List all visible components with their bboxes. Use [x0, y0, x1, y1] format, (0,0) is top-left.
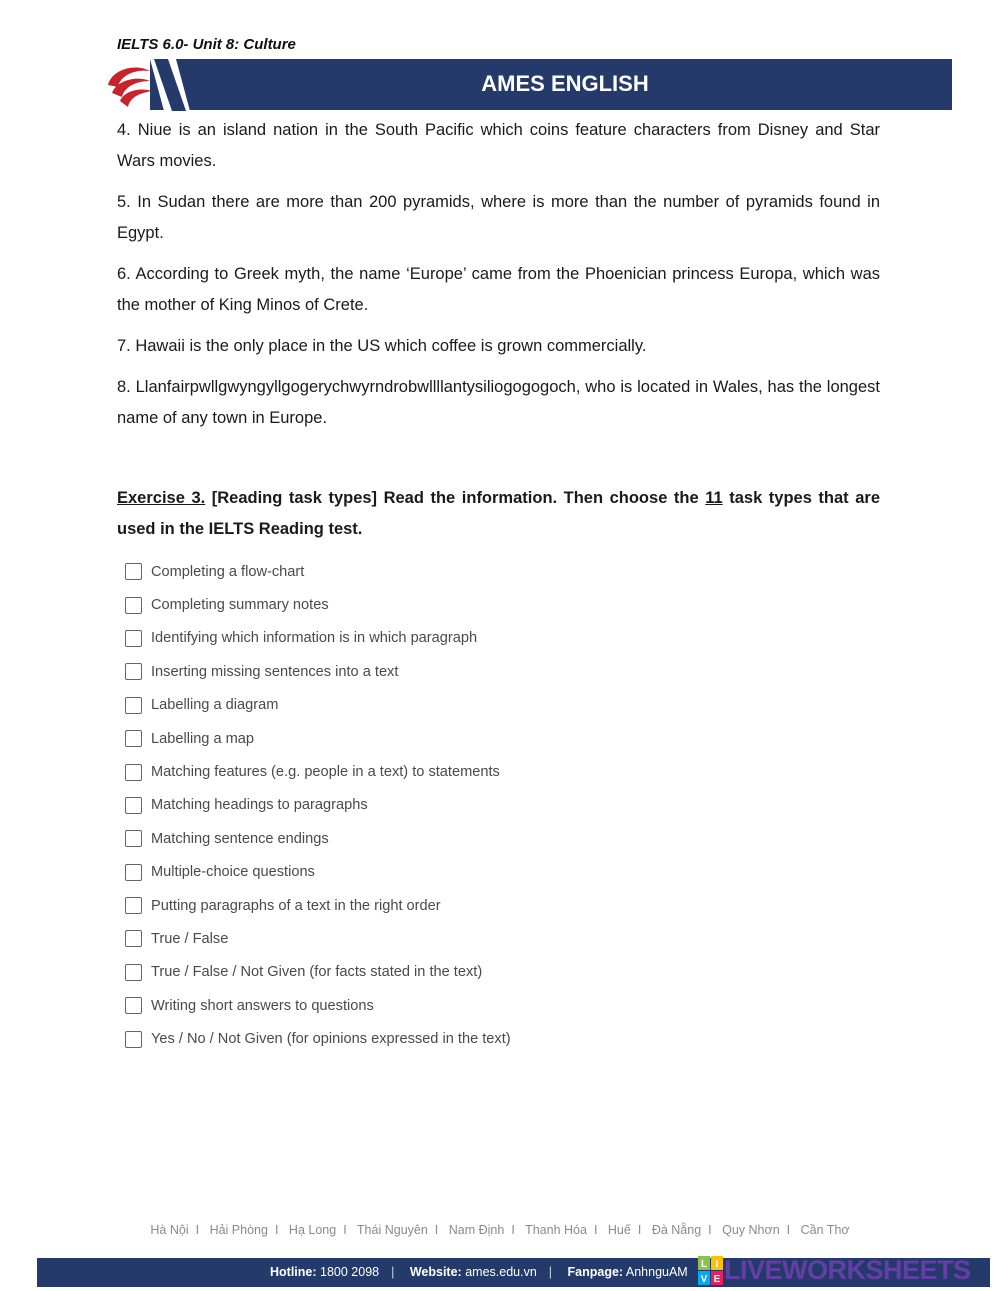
checkbox[interactable] — [125, 797, 142, 814]
option-row[interactable] — [125, 722, 511, 755]
option-label: Completing a flow-chart — [151, 563, 305, 580]
hotline-number: 1800 2098 — [320, 1265, 380, 1279]
city: Cần Thơ — [800, 1223, 850, 1237]
checkbox[interactable] — [125, 630, 142, 647]
city: Hải Phòng — [209, 1223, 268, 1237]
option-label: True / False / Not Given (for facts stated in the text) — [151, 964, 483, 981]
fanpage-label: Fanpage: — [567, 1265, 624, 1279]
option-label: Labelling a diagram — [151, 697, 279, 714]
city: Thanh Hóa — [525, 1223, 587, 1237]
checkbox[interactable] — [125, 897, 142, 914]
exercise-count: 11 — [705, 489, 723, 507]
sentence-list — [117, 115, 880, 444]
option-row[interactable] — [125, 755, 511, 788]
exercise-label: Exercise 3. — [117, 489, 206, 507]
option-row[interactable] — [125, 689, 511, 722]
checkbox[interactable] — [125, 864, 142, 881]
brand-name: AMES ENGLISH — [481, 71, 649, 96]
city: Hạ Long — [288, 1223, 337, 1237]
option-label: Matching features (e.g. people in a text) to statements — [151, 764, 500, 781]
checkbox[interactable] — [125, 764, 142, 781]
footer-cities: Hà Nội I Hải Phòng I Hạ Long I Thái Nguyên I Nam Định I Thanh Hóa I Huế I Đà Nẵng I Quy Nhơn I Cần Thơ — [150, 1223, 850, 1237]
checkbox[interactable] — [125, 1031, 142, 1048]
sentence-7: 7. Hawaii is the only place in the US which coffee is grown commercially. — [117, 337, 647, 355]
header-banner — [150, 59, 952, 110]
exercise-instruction-part-b: task types that are used in the IELTS Reading test. — [117, 489, 880, 538]
option-row[interactable] — [125, 989, 511, 1022]
option-label: Labelling a map — [151, 730, 255, 747]
option-row[interactable] — [125, 856, 511, 889]
option-label: Multiple-choice questions — [151, 864, 315, 881]
sentence-5: 5. In Sudan there are more than 200 pyramids, where is more than the number of pyramids found in Egypt. — [117, 193, 880, 242]
option-label: Yes / No / Not Given (for opinions expressed in the text) — [151, 1031, 511, 1048]
option-label: Inserting missing sentences into a text — [151, 663, 399, 680]
option-row[interactable] — [125, 789, 511, 822]
option-row[interactable] — [125, 655, 511, 688]
hotline-label: Hotline: — [270, 1265, 317, 1279]
option-row[interactable] — [125, 889, 511, 922]
option-label: True / False — [151, 930, 229, 947]
option-row[interactable] — [125, 822, 511, 855]
option-row[interactable] — [125, 555, 511, 588]
liveworksheets-watermark: LIVEWORKSHEETS — [724, 1255, 971, 1285]
city: Thái Nguyên — [356, 1223, 428, 1237]
option-label: Writing short answers to questions — [151, 997, 374, 1014]
badge-letter: E — [713, 1274, 721, 1285]
checkbox[interactable] — [125, 930, 142, 947]
checkbox[interactable] — [125, 830, 142, 847]
badge-letter: V — [700, 1274, 708, 1285]
option-row[interactable] — [125, 588, 511, 621]
ames-logo-icon — [106, 59, 190, 111]
option-row[interactable] — [125, 622, 511, 655]
city: Quy Nhơn — [722, 1223, 780, 1237]
option-label: Putting paragraphs of a text in the right order — [151, 897, 441, 914]
checkbox[interactable] — [125, 964, 142, 981]
city: Hà Nội — [150, 1223, 189, 1237]
checkbox[interactable] — [125, 597, 142, 614]
checkbox[interactable] — [125, 563, 142, 580]
badge-letter: L — [700, 1259, 708, 1270]
option-row[interactable] — [125, 956, 511, 989]
city: Huế — [607, 1223, 631, 1237]
liveworksheets-badge-icon — [698, 1256, 724, 1286]
city: Đà Nẵng — [651, 1223, 702, 1237]
checkbox[interactable] — [125, 663, 142, 680]
fanpage-link[interactable]: AnhnguAM — [625, 1265, 688, 1279]
option-label: Completing summary notes — [151, 597, 329, 614]
sentence-4: 4. Niue is an island nation in the South Pacific which coins feature characters from Disney and Star Wars movies. — [117, 121, 880, 170]
exercise-instruction-part-a: [Reading task types] Read the information. Then choose the — [205, 489, 706, 507]
task-type-checklist — [125, 555, 511, 1056]
sentence-8: 8. Llanfairpwllgwyngyllgogerychwyrndrobwllllantysiliogogogoch, who is located in Wales, has the longest name of any town in Europe. — [117, 378, 880, 427]
option-label: Identifying which information is in which paragraph — [151, 630, 478, 647]
exercise-3-instruction — [117, 483, 880, 545]
website-link[interactable]: ames.edu.vn — [465, 1265, 537, 1279]
option-row[interactable] — [125, 922, 511, 955]
option-row[interactable] — [125, 1022, 511, 1055]
option-label: Matching headings to paragraphs — [151, 797, 368, 814]
footer-contact-bar: Hotline: 1800 2098 | Website: ames.edu.vn | Fanpage: AnhnguAM — [37, 1258, 990, 1287]
checkbox[interactable] — [125, 730, 142, 747]
sentence-6: 6. According to Greek myth, the name ‘Europe’ came from the Phoenician princess Europa, which was the mother of King Minos of Crete. — [117, 265, 880, 314]
website-label: Website: — [409, 1265, 462, 1279]
checkbox[interactable] — [125, 997, 142, 1014]
checkbox[interactable] — [125, 697, 142, 714]
option-label: Matching sentence endings — [151, 830, 329, 847]
unit-title: IELTS 6.0- Unit 8: Culture — [117, 36, 296, 53]
city: Nam Định — [448, 1223, 505, 1237]
badge-letter: I — [715, 1259, 719, 1270]
